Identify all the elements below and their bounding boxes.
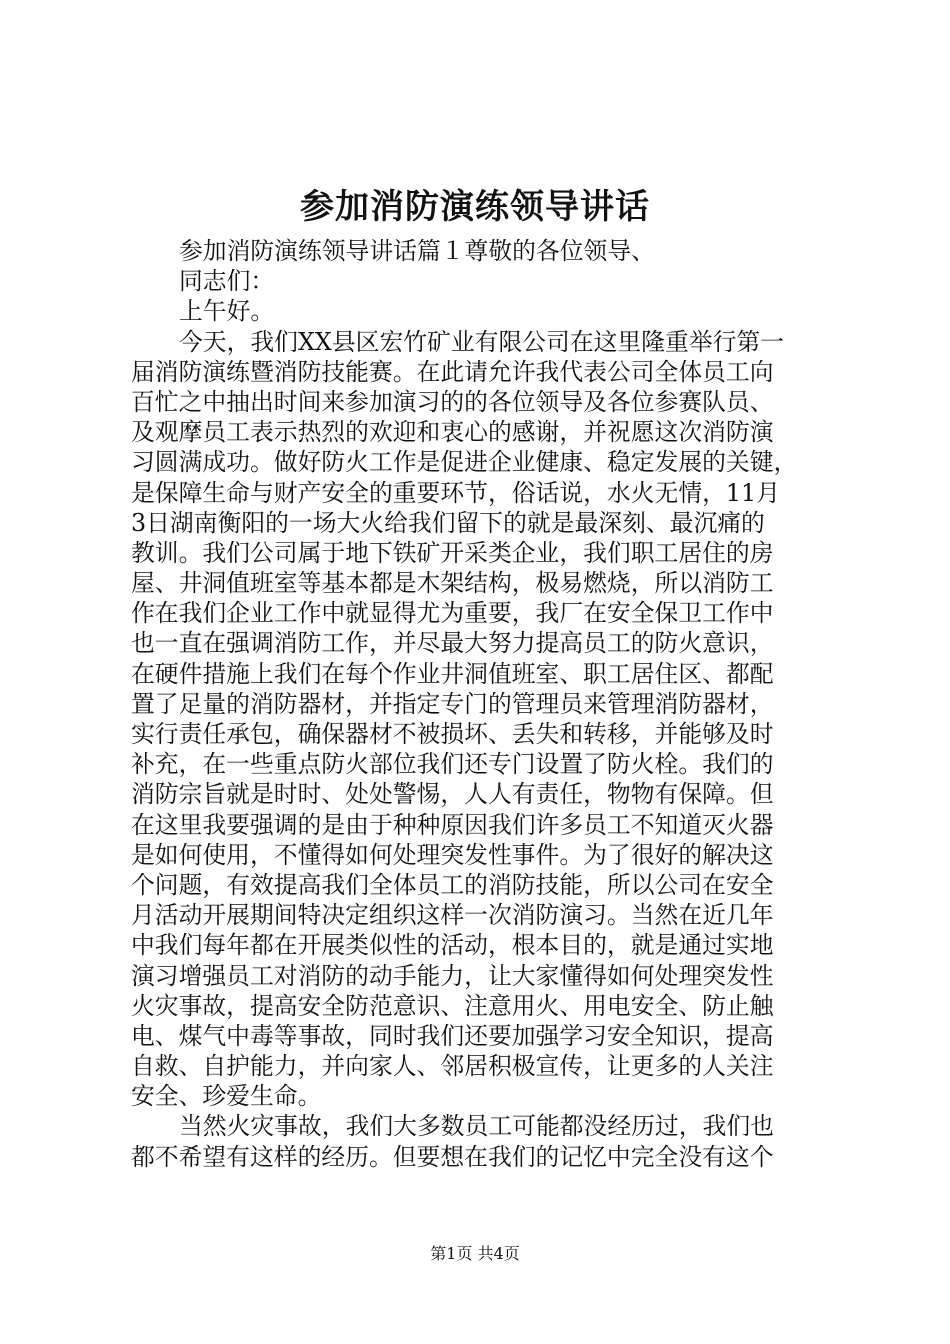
text-line: 消防宗旨就是时时、处处警惕，人人有责任，物物有保障。但 <box>131 780 774 809</box>
text-line: 电、煤气中毒等事故，同时我们还要加强学习安全知识，提高 <box>131 1021 774 1050</box>
text-line: 演习增强员工对消防的动手能力，让大家懂得如何处理突发性 <box>131 961 774 990</box>
text-line: 在硬件措施上我们在每个作业井洞值班室、职工居住区、都配 <box>131 659 774 688</box>
text-line: 实行责任承包，确保器材不被损坏、丢失和转移，并能够及时 <box>131 720 774 748</box>
text-line: 作在我们企业工作中就显得尤为重要，我厂在安全保卫工作中 <box>131 599 774 628</box>
text-line: 自救、自护能力，并向家人、邻居积极宣传，让更多的人关注 <box>131 1052 774 1081</box>
text-line: 及观摩员工表示热烈的欢迎和衷心的感谢，并祝愿这次消防演 <box>131 418 774 447</box>
text-line: 同志们： <box>179 267 275 296</box>
text-line: 百忙之中抽出时间来参加演习的的各位领导及各位参赛队员、 <box>131 387 774 416</box>
text-line: 中我们每年都在开展类似性的活动，根本目的，就是通过实地 <box>131 931 774 960</box>
text-line: 是保障生命与财产安全的重要环节，俗话说，水火无情，11月 <box>131 478 780 507</box>
text-line: 月活动开展期间特决定组织这样一次消防演习。当然在近几年 <box>131 901 774 930</box>
text-line: 届消防演练暨消防技能赛。在此请允许我代表公司全体员工向 <box>131 357 774 386</box>
text-line: 参加消防演练领导讲话篇１尊敬的各位领导、 <box>179 237 655 265</box>
text-line: 都不希望有这样的经历。但要想在我们的记忆中完全没有这个 <box>131 1142 774 1171</box>
page-footer: 第1页 共4页 <box>430 1244 520 1263</box>
text-line: 是如何使用，不懂得如何处理突发性事件。为了很好的解决这 <box>131 840 774 869</box>
text-line: 屋、井洞值班室等基本都是木架结构，极易燃烧，所以消防工 <box>131 569 774 598</box>
page-title: 参加消防演练领导讲话 <box>300 187 650 227</box>
text-line: 上午好。 <box>179 297 275 326</box>
text-line: 火灾事故，提高安全防范意识、注意用火、用电安全、防止触 <box>131 991 774 1020</box>
text-line: 补充，在一些重点防火部位我们还专门设置了防火栓。我们的 <box>131 750 774 779</box>
text-line: 当然火灾事故，我们大多数员工可能都没经历过，我们也 <box>179 1112 774 1141</box>
text-line: 安全、珍爱生命。 <box>131 1082 322 1111</box>
text-line: 习圆满成功。做好防火工作是促进企业健康、稳定发展的关键， <box>131 448 798 477</box>
text-line: 3日湖南衡阳的一场大火给我们留下的就是最深刻、最沉痛的 <box>131 508 765 537</box>
text-line: 也一直在强调消防工作，并尽最大努力提高员工的防火意识， <box>131 629 774 658</box>
text-line: 教训。我们公司属于地下铁矿开采类企业，我们职工居住的房 <box>131 538 774 567</box>
document-body <box>131 236 831 1172</box>
text-line: 今天，我们XX县区宏竹矿业有限公司在这里隆重举行第一 <box>179 327 785 356</box>
text-line: 置了足量的消防器材，并指定专门的管理员来管理消防器材， <box>131 689 774 718</box>
text-line: 在这里我要强调的是由于种种原因我们许多员工不知道灭火器 <box>131 810 774 839</box>
text-line: 个问题，有效提高我们全体员工的消防技能，所以公司在安全 <box>131 870 774 899</box>
